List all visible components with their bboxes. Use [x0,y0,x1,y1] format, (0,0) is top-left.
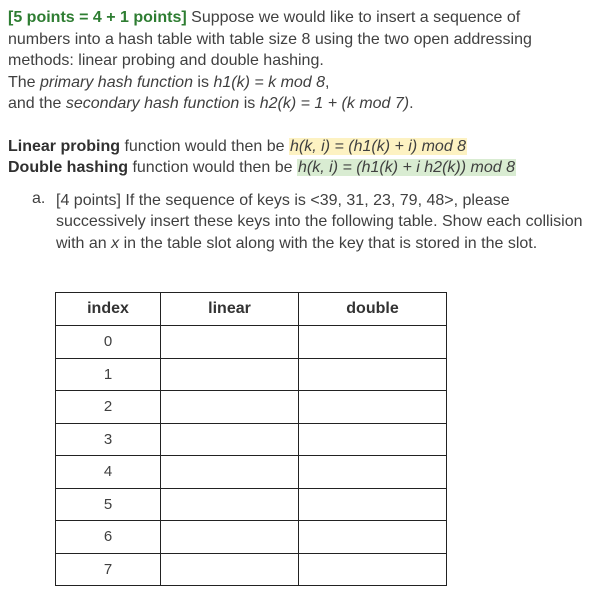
index-cell: 4 [56,456,161,489]
header-linear: linear [161,293,299,326]
table-row [56,521,447,554]
index-cell: 2 [56,391,161,424]
problem-document [0,0,614,254]
index-cell: 3 [56,423,161,456]
table-row [56,456,447,489]
question-a [8,190,614,255]
header-double: double [299,293,447,326]
linear-cell[interactable] [161,521,299,554]
double-hashing-line [8,157,614,179]
primary-comma: , [325,73,330,91]
linear-cell[interactable] [161,326,299,359]
primary-hash-line [8,72,614,94]
linear-cell[interactable] [161,488,299,521]
primary-is: is [192,73,214,91]
spacer [8,115,614,136]
double-cell[interactable] [299,326,447,359]
intro-line-3: methods: linear probing and double hashing. [8,52,324,69]
question-a-line-2: successively insert these keys into the following table. Show each collision [56,213,583,230]
question-a-with: with an [56,234,112,252]
linear-cell[interactable] [161,358,299,391]
secondary-hash-formula: h2(k) = 1 + (k mod 7) [259,95,410,112]
linear-cell[interactable] [161,456,299,489]
linear-probing-line [8,136,614,158]
double-hashing-label: Double hashing [8,159,128,176]
intro-line-1 [8,7,614,29]
table-row [56,553,447,586]
primary-hash-formula: h1(k) = k mod 8 [213,73,326,91]
linear-probing-label: Linear probing [8,137,120,155]
header-index: index [56,293,161,326]
question-a-marker: a. [32,189,46,207]
double-cell[interactable] [299,391,447,424]
double-hashing-formula: h(k, i) = (h1(k) + i h2(k)) mod 8 [298,159,515,176]
hash-table [55,292,447,586]
index-cell: 7 [56,553,161,586]
index-cell: 5 [56,488,161,521]
secondary-prefix: and the [8,95,66,112]
index-cell: 1 [56,358,161,391]
table-header-row [56,293,447,326]
linear-cell[interactable] [161,391,299,424]
table-row [56,488,447,521]
linear-probing-formula: h(k, i) = (h1(k) + i) mod 8 [290,137,467,155]
primary-prefix: The [8,73,41,91]
table-row [56,326,447,359]
table-row [56,358,447,391]
linear-cell[interactable] [161,423,299,456]
question-a-line-3 [56,233,614,255]
question-a-x: x [111,234,120,252]
linear-cell[interactable] [161,553,299,586]
double-cell[interactable] [299,521,447,554]
secondary-hash-line [8,93,614,115]
table-row [56,391,447,424]
primary-hash-term: primary hash function [40,73,193,91]
secondary-hash-term: secondary hash function [65,95,240,112]
double-cell[interactable] [299,358,447,391]
linear-probing-text: function would then be [120,137,290,155]
intro-line-2: numbers into a hash table with table size 8 using the two open addressing [8,30,532,48]
index-cell: 0 [56,326,161,359]
double-cell[interactable] [299,456,447,489]
question-a-line-1: [4 points] If the sequence of keys is <39, 31, 23, 79, 48>, please [56,191,510,209]
double-cell[interactable] [299,423,447,456]
double-hashing-text: function would then be [128,159,298,176]
secondary-period: . [409,95,414,112]
intro-text-1: Suppose we would like to insert a sequence of [186,9,521,26]
table-row [56,423,447,456]
double-cell[interactable] [299,488,447,521]
double-cell[interactable] [299,553,447,586]
question-a-rest: in the table slot along with the key that is stored in the slot. [119,234,538,252]
index-cell: 6 [56,521,161,554]
secondary-is: is [239,95,260,112]
points-badge: [5 points = 4 + 1 points] [8,9,187,26]
